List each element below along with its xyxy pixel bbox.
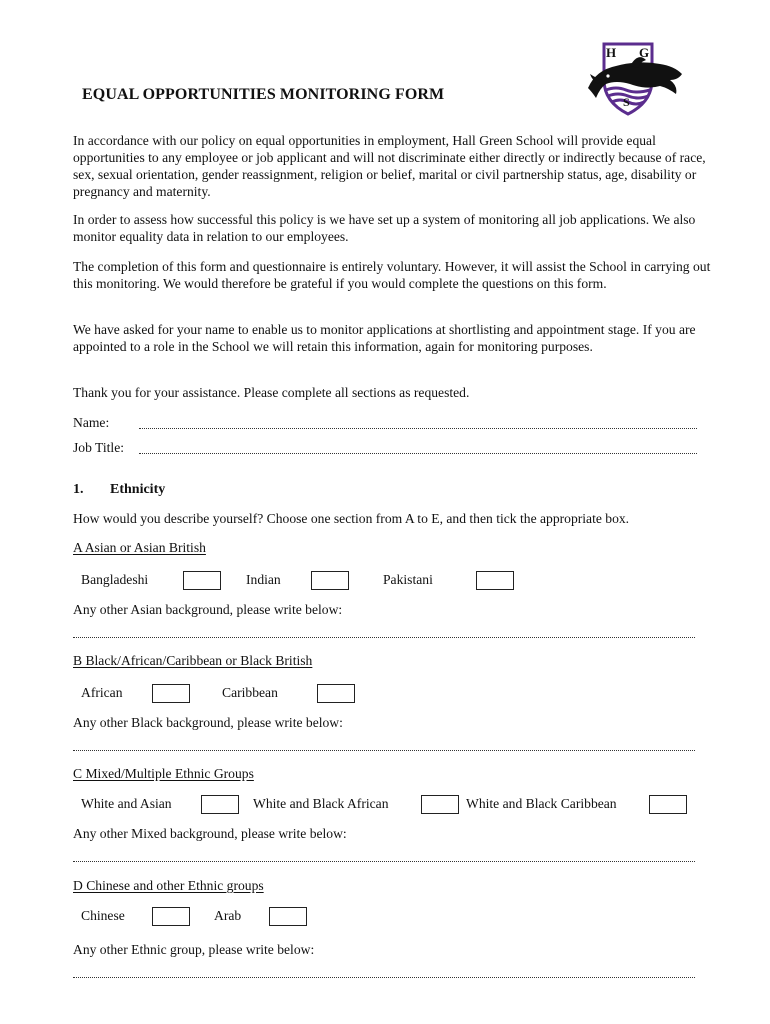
option-arab-label: Arab — [214, 908, 242, 923]
intro-paragraph-5: Thank you for your assistance. Please complete all sections as requested. — [73, 385, 470, 400]
option-arab-checkbox[interactable] — [269, 907, 307, 926]
intro-paragraph-3: The completion of this form and questionnaire is entirely voluntary. However, it will assist the School in carrying out this monitoring. We would therefore be grateful if you would complete the questions on this form. — [73, 259, 711, 291]
group-d-other-line — [73, 976, 695, 978]
name-field[interactable] — [73, 415, 697, 432]
group-c-other-prompt: Any other Mixed background, please write below: — [73, 826, 347, 841]
option-chinese-checkbox[interactable] — [152, 907, 190, 926]
option-white-black-caribbean-label: White and Black Caribbean — [466, 796, 617, 811]
ethnicity-question: How would you describe yourself? Choose one section from A to E, and then tick the appropriate box. — [73, 511, 630, 526]
group-a-title: A Asian or Asian British — [73, 540, 206, 555]
option-pakistani-checkbox[interactable] — [476, 571, 514, 590]
option-white-asian-checkbox[interactable] — [201, 795, 239, 814]
logo-letter-s: S — [623, 95, 630, 109]
option-african-label: African — [81, 685, 123, 700]
group-c-other-line — [73, 860, 695, 862]
group-b-other-prompt: Any other Black background, please write below: — [73, 715, 343, 730]
name-input-line[interactable] — [139, 428, 697, 429]
group-b-other-line — [73, 749, 695, 751]
option-chinese-label: Chinese — [81, 908, 125, 923]
group-d-title: D Chinese and other Ethnic groups — [73, 878, 264, 893]
option-caribbean-label: Caribbean — [222, 685, 278, 700]
option-african-checkbox[interactable] — [152, 684, 190, 703]
option-white-black-caribbean-checkbox[interactable] — [649, 795, 687, 814]
option-bangladeshi-label: Bangladeshi — [81, 572, 149, 587]
option-caribbean-checkbox[interactable] — [317, 684, 355, 703]
section-ethnicity-heading — [73, 482, 165, 498]
job-title-input-line[interactable] — [139, 453, 697, 454]
group-c-title: C Mixed/Multiple Ethnic Groups — [73, 766, 254, 781]
option-indian-label: Indian — [246, 572, 281, 587]
form-title: EQUAL OPPORTUNITIES MONITORING FORM — [82, 86, 445, 103]
section-number: 1. — [73, 482, 84, 497]
intro-paragraph-1: In accordance with our policy on equal opportunities in employment, Hall Green School will provide equal opportunities to any employee or job applicant and will not discriminate either directly or indirectly because of race, sex, sexual orientation, gender reassignment, religion or belief, marital or civil partnership status, age, disability or pregnancy and maternity. — [73, 133, 706, 199]
group-b-title: B Black/African/Caribbean or Black British — [73, 653, 313, 668]
option-pakistani-label: Pakistani — [383, 572, 433, 587]
section-title: Ethnicity — [110, 482, 166, 497]
intro-paragraph-2: In order to assess how successful this policy is we have set up a system of monitoring all job applications. We also monitor equality data in relation to our employees. — [73, 212, 696, 244]
option-indian-checkbox[interactable] — [311, 571, 349, 590]
group-d-other-prompt: Any other Ethnic group, please write below: — [73, 942, 315, 957]
logo-letter-g: G — [639, 45, 650, 60]
group-a-other-prompt: Any other Asian background, please write below: — [73, 602, 343, 617]
school-logo — [586, 40, 686, 118]
option-white-black-african-label: White and Black African — [253, 796, 389, 811]
job-title-label: Job Title: — [73, 440, 125, 455]
group-a-other-line — [73, 636, 695, 638]
intro-paragraph-4: We have asked for your name to enable us to monitor applications at shortlisting and appointment stage. If you are appointed to a role in the School we will retain this information, again for monitoring purposes. — [73, 322, 696, 354]
job-title-field[interactable] — [73, 440, 697, 457]
logo-letter-h: H — [606, 45, 617, 60]
option-bangladeshi-checkbox[interactable] — [183, 571, 221, 590]
option-white-black-african-checkbox[interactable] — [421, 795, 459, 814]
option-white-asian-label: White and Asian — [81, 796, 172, 811]
name-label: Name: — [73, 415, 110, 430]
